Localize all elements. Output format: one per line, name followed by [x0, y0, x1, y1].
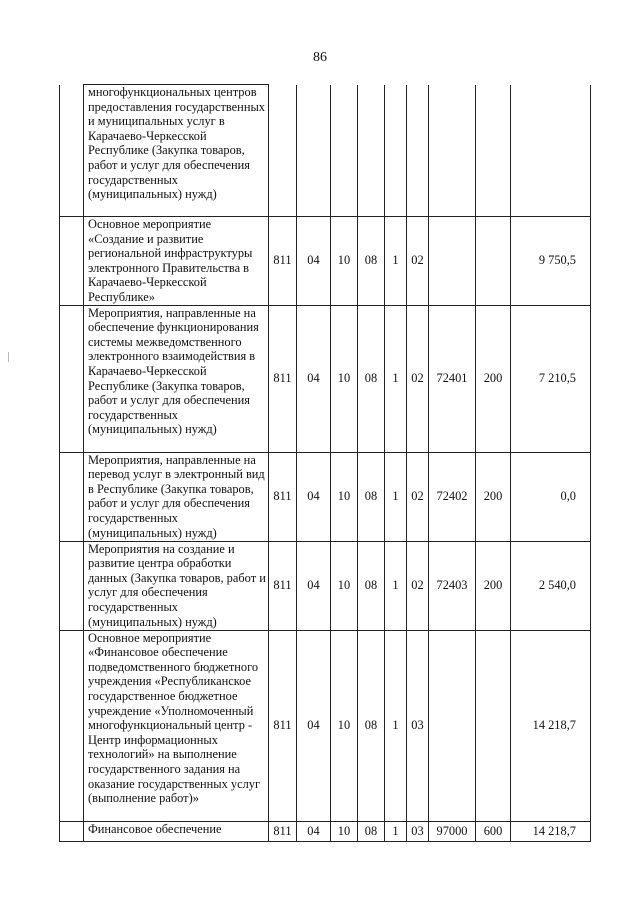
gr-cell: 811 [269, 821, 297, 841]
rz-cell: 04 [297, 305, 331, 452]
item-name: многофункциональных центров предоставления государственных и муниципальных услуг в Карачаево-Черкесской Республике (Закупка товаров, работ и услуг для обеспечения государственных (муниципальных) нужд) [84, 85, 269, 217]
direction-code-cell [429, 630, 476, 821]
measure-cell: 02 [407, 452, 429, 541]
program-cell: 08 [358, 305, 385, 452]
measure-cell: 02 [407, 217, 429, 306]
pr-cell: 10 [331, 452, 358, 541]
direction-code-cell [429, 85, 476, 217]
subprogram-cell: 1 [385, 541, 407, 630]
subprogram-cell: 1 [385, 217, 407, 306]
table-row [60, 85, 591, 217]
gr-cell: 811 [269, 217, 297, 306]
pr-cell: 10 [331, 630, 358, 821]
table-row [60, 452, 591, 541]
gr-cell: 811 [269, 305, 297, 452]
table-row [60, 630, 591, 821]
gr-cell: 811 [269, 630, 297, 821]
pr-cell: 10 [331, 541, 358, 630]
subprogram-cell [385, 85, 407, 217]
rz-cell: 04 [297, 452, 331, 541]
row-index-cell [60, 452, 84, 541]
scan-margin-mark [8, 352, 9, 362]
subprogram-cell: 1 [385, 821, 407, 841]
measure-cell: 02 [407, 541, 429, 630]
page-number: 86 [313, 50, 327, 65]
item-name: Финансовое обеспечение [84, 821, 269, 841]
amount-cell [511, 85, 591, 217]
amount-cell: 14 218,7 [511, 821, 591, 841]
measure-cell [407, 85, 429, 217]
table-row [60, 217, 591, 306]
subprogram-cell: 1 [385, 452, 407, 541]
amount-cell: 0,0 [511, 452, 591, 541]
direction-code-cell [429, 217, 476, 306]
table-row [60, 305, 591, 452]
expense-type-cell [476, 85, 511, 217]
amount-cell: 9 750,5 [511, 217, 591, 306]
expense-type-cell: 200 [476, 541, 511, 630]
amount-cell: 2 540,0 [511, 541, 591, 630]
gr-cell [269, 85, 297, 217]
item-name: Основное мероприятие «Финансовое обеспечение подведомственного бюджетного учреждения «Республиканское государственное бюджетное учреждение «Уполномоченный многофункциональный центр - Центр информационных технологий» на выполнение государственного задания на оказание государственных услуг (выполнение работ)» [84, 630, 269, 821]
measure-cell: 03 [407, 630, 429, 821]
pr-cell [331, 85, 358, 217]
direction-code-cell: 97000 [429, 821, 476, 841]
program-cell: 08 [358, 452, 385, 541]
subprogram-cell: 1 [385, 305, 407, 452]
amount-cell: 14 218,7 [511, 630, 591, 821]
program-cell: 08 [358, 541, 385, 630]
row-index-cell [60, 821, 84, 841]
table-row [60, 821, 591, 841]
expense-type-cell: 600 [476, 821, 511, 841]
row-index-cell [60, 630, 84, 821]
expense-type-cell [476, 217, 511, 306]
expense-type-cell: 200 [476, 452, 511, 541]
expense-type-cell [476, 630, 511, 821]
budget-table [59, 84, 591, 842]
program-cell [358, 85, 385, 217]
pr-cell: 10 [331, 305, 358, 452]
measure-cell: 03 [407, 821, 429, 841]
item-name: Основное мероприятие «Создание и развитие региональной инфраструктуры электронного Правительства в Карачаево-Черкесской Республике» [84, 217, 269, 306]
row-index-cell [60, 85, 84, 217]
item-name: Мероприятия, направленные на обеспечение функционирования системы межведомственного электронного взаимодействия в Карачаево-Черкесской Республике (Закупка товаров, работ и услуг для обеспечения государственных (муниципальных) нужд) [84, 305, 269, 452]
rz-cell: 04 [297, 821, 331, 841]
rz-cell: 04 [297, 630, 331, 821]
row-index-cell [60, 217, 84, 306]
subprogram-cell: 1 [385, 630, 407, 821]
direction-code-cell: 72403 [429, 541, 476, 630]
rz-cell: 04 [297, 217, 331, 306]
direction-code-cell: 72401 [429, 305, 476, 452]
measure-cell: 02 [407, 305, 429, 452]
program-cell: 08 [358, 217, 385, 306]
amount-cell: 7 210,5 [511, 305, 591, 452]
program-cell: 08 [358, 821, 385, 841]
item-name: Мероприятия на создание и развитие центра обработки данных (Закупка товаров, работ и услуг для обеспечения государственных (муниципальных) нужд) [84, 541, 269, 630]
item-name: Мероприятия, направленные на перевод услуг в электронный вид в Республике (Закупка товаров, работ и услуг для обеспечения государственных (муниципальных) нужд) [84, 452, 269, 541]
row-index-cell [60, 541, 84, 630]
table-row [60, 541, 591, 630]
pr-cell: 10 [331, 821, 358, 841]
row-index-cell [60, 305, 84, 452]
expense-type-cell: 200 [476, 305, 511, 452]
gr-cell: 811 [269, 541, 297, 630]
rz-cell: 04 [297, 541, 331, 630]
direction-code-cell: 72402 [429, 452, 476, 541]
gr-cell: 811 [269, 452, 297, 541]
pr-cell: 10 [331, 217, 358, 306]
rz-cell [297, 85, 331, 217]
program-cell: 08 [358, 630, 385, 821]
